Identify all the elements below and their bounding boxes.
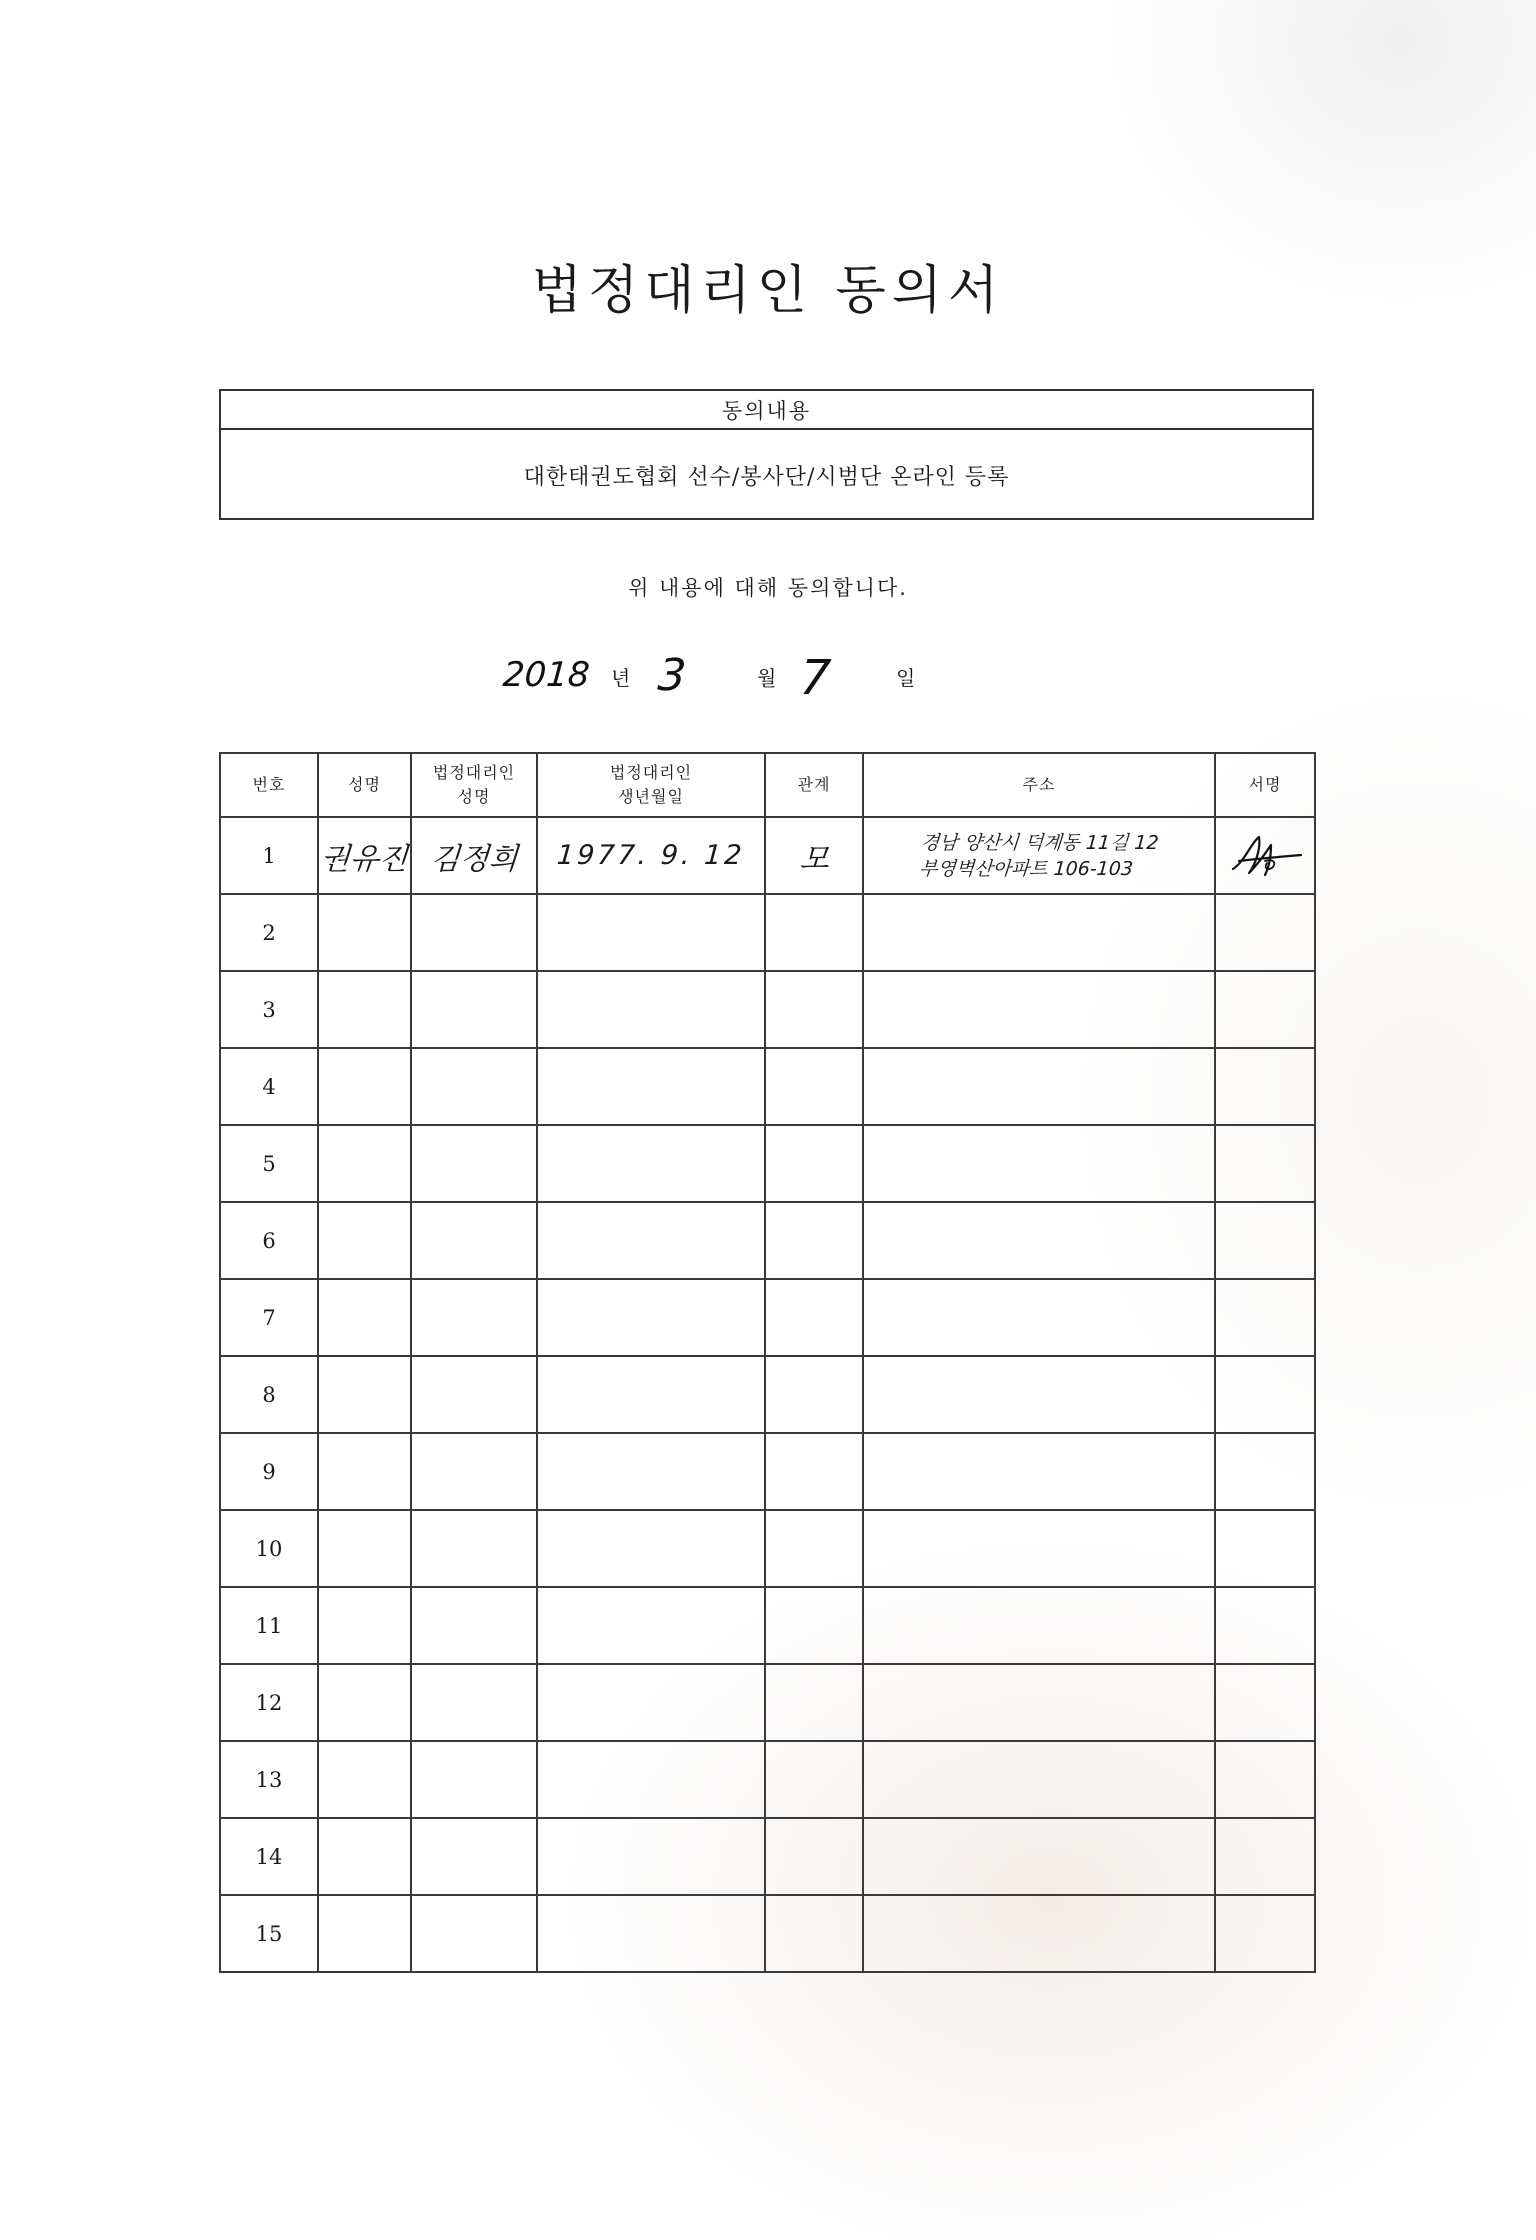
row-address [863,1433,1215,1510]
row-guardian-name [411,1433,537,1510]
table-row [220,1279,1315,1356]
row-number: 13 [220,1741,318,1818]
row-guardian-birth [537,1202,765,1279]
row-number: 4 [220,1048,318,1125]
row-name [318,1279,411,1356]
row-guardian-name [411,1279,537,1356]
row-signature [1215,1202,1315,1279]
row-guardian-name [411,817,537,894]
date-year: 2018 [501,655,591,695]
row-guardian-birth [537,1279,765,1356]
row-signature [1215,971,1315,1048]
row-guardian-name-text: 김정희 [429,841,519,877]
row-address [863,1202,1215,1279]
row-guardian-birth [537,1125,765,1202]
row-signature [1215,1048,1315,1125]
date-day-unit: 일 [896,666,916,690]
row-address [863,1895,1215,1972]
row-address [863,1125,1215,1202]
table-row [220,1664,1315,1741]
row-guardian-birth [537,1664,765,1741]
row-address-line1: 경남 양산시 덕계동 11길 12 [920,831,1160,854]
row-guardian-name [411,1048,537,1125]
row-number: 15 [220,1895,318,1972]
row-address [863,817,1215,894]
row-guardian-name [411,971,537,1048]
row-signature [1215,1895,1315,1972]
row-signature [1215,1818,1315,1895]
row-address [863,1587,1215,1664]
row-guardian-birth [537,1356,765,1433]
row-name [318,1587,411,1664]
row-signature [1215,1510,1315,1587]
row-guardian-birth [537,817,765,894]
row-guardian-name [411,1818,537,1895]
row-number: 8 [220,1356,318,1433]
handwritten-signature-icon [1225,831,1305,881]
row-number: 10 [220,1510,318,1587]
row-relation [765,1202,863,1279]
row-relation [765,1818,863,1895]
row-address [863,1664,1215,1741]
row-name [318,1664,411,1741]
row-number: 7 [220,1279,318,1356]
row-signature [1215,1356,1315,1433]
row-guardian-birth [537,1818,765,1895]
date-month: 3 [656,650,688,701]
row-name [318,817,411,894]
date-year-unit: 년 [611,666,631,690]
row-relation [765,1125,863,1202]
table-row [220,1818,1315,1895]
row-relation-text: 모 [798,841,830,877]
table-header-row [220,753,1315,817]
row-guardian-birth [537,894,765,971]
row-address [863,1741,1215,1818]
consent-content-header: 동의내용 [221,391,1312,430]
table-row [220,894,1315,971]
agreement-statement: 위 내용에 대해 동의합니다. [628,576,908,600]
table-row [220,1895,1315,1972]
row-number: 12 [220,1664,318,1741]
row-number: 11 [220,1587,318,1664]
table-row [220,1510,1315,1587]
header-address: 주소 [863,753,1215,817]
row-relation [765,894,863,971]
row-number: 1 [220,817,318,894]
row-name [318,1818,411,1895]
row-guardian-name [411,894,537,971]
row-address [863,1279,1215,1356]
row-guardian-birth [537,1587,765,1664]
row-address [863,1510,1215,1587]
header-guardian-birth-line2: 생년월일 [618,787,684,806]
row-number: 9 [220,1433,318,1510]
row-name [318,894,411,971]
header-guardian-name [411,753,537,817]
row-guardian-name [411,1510,537,1587]
header-guardian-birth [537,753,765,817]
row-signature [1215,1433,1315,1510]
row-name [318,1433,411,1510]
row-name [318,1202,411,1279]
table-row [220,1433,1315,1510]
row-relation [765,1895,863,1972]
header-signature: 서명 [1215,753,1315,817]
row-address [863,1818,1215,1895]
row-guardian-birth [537,1510,765,1587]
row-relation [765,1048,863,1125]
row-signature [1215,1279,1315,1356]
consent-content-text: 대한태권도협회 선수/봉사단/시범단 온라인 등록 [523,464,1010,490]
row-guardian-name [411,1741,537,1818]
row-relation [765,1433,863,1510]
row-relation [765,971,863,1048]
row-guardian-birth [537,1048,765,1125]
header-number: 번호 [220,753,318,817]
guardian-consent-table [219,752,1316,1973]
header-guardian-birth-line1: 법정대리인 [609,763,693,782]
table-row [220,1356,1315,1433]
row-number: 14 [220,1818,318,1895]
row-signature [1215,1587,1315,1664]
row-relation [765,1510,863,1587]
date-day: 7 [798,650,833,706]
row-relation [765,817,863,894]
row-relation [765,1356,863,1433]
table-row [220,1202,1315,1279]
row-signature [1215,894,1315,971]
row-name-text: 권유진 [319,841,409,877]
row-signature [1215,1741,1315,1818]
row-name [318,1510,411,1587]
row-guardian-name [411,1664,537,1741]
date-month-unit: 월 [757,666,777,690]
row-relation [765,1664,863,1741]
row-guardian-name [411,1587,537,1664]
table-row [220,1741,1315,1818]
row-name [318,1048,411,1125]
row-guardian-name [411,1356,537,1433]
row-guardian-name [411,1202,537,1279]
row-address-line2: 부영벽산아파트 106-103 [918,857,1134,880]
row-number: 6 [220,1202,318,1279]
consent-content-box [219,389,1314,520]
row-signature [1215,1664,1315,1741]
row-address-text [918,830,1159,882]
row-relation [765,1587,863,1664]
header-name: 성명 [318,753,411,817]
row-guardian-birth [537,971,765,1048]
document-title: 법정대리인 동의서 [531,261,1005,321]
row-guardian-name [411,1895,537,1972]
table-row [220,971,1315,1048]
row-name [318,1741,411,1818]
row-name [318,1895,411,1972]
row-number: 5 [220,1125,318,1202]
row-number: 2 [220,894,318,971]
row-name [318,1356,411,1433]
table-row [220,1587,1315,1664]
header-relation: 관계 [765,753,863,817]
header-guardian-name-line2: 성명 [457,787,491,806]
row-number: 3 [220,971,318,1048]
row-relation [765,1279,863,1356]
row-signature [1215,817,1315,894]
row-guardian-birth [537,1741,765,1818]
header-guardian-name-line1: 법정대리인 [432,763,516,782]
table-row [220,1048,1315,1125]
row-relation [765,1741,863,1818]
row-address [863,1048,1215,1125]
table-row [220,1125,1315,1202]
row-address [863,1356,1215,1433]
row-guardian-birth [537,1895,765,1972]
table-row [220,817,1315,894]
row-guardian-birth-text: 1977. 9. 12 [556,840,746,871]
row-guardian-name [411,1125,537,1202]
row-signature [1215,1125,1315,1202]
row-guardian-birth [537,1433,765,1510]
row-address [863,971,1215,1048]
row-name [318,1125,411,1202]
row-name [318,971,411,1048]
row-address [863,894,1215,971]
